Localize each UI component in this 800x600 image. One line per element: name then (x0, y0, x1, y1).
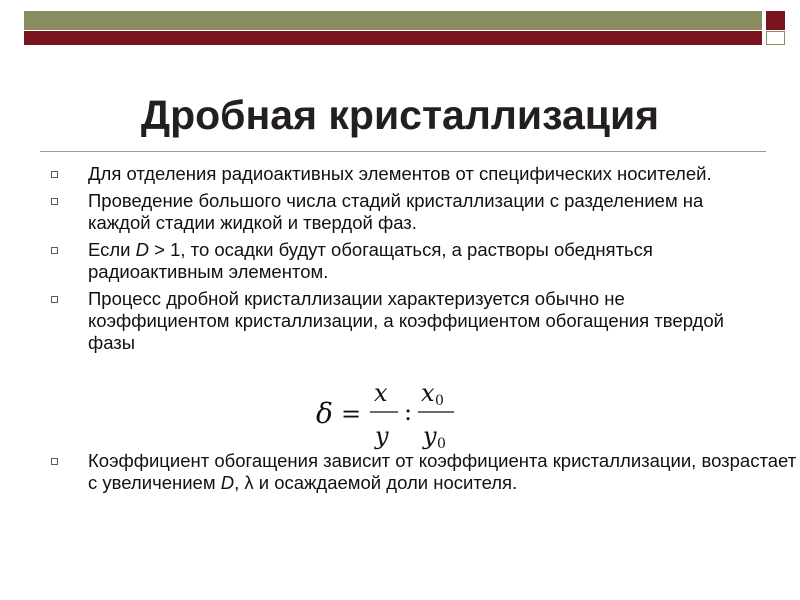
header-band-maroon (24, 31, 762, 45)
formula-frac1-num: x (374, 379, 388, 407)
formula-frac2-num-sub: 0 (435, 393, 444, 409)
formula-delta: δ (316, 397, 333, 430)
bullet-item-1 (50, 163, 760, 185)
bullet-item-2 (50, 190, 760, 234)
formula-frac2-num: x (421, 379, 435, 407)
corner-square-maroon (766, 11, 785, 30)
bullet-text: Для отделения радиоактивных элементов от специфических носителей. (88, 163, 712, 184)
bullet-text: Если D > 1, то осадки будут обогащаться, а растворы обедняться радиоактивным элементом. (88, 239, 653, 282)
variable-d: D (135, 239, 150, 260)
bullet-text: Коэффициент обогащения зависит от коэффициента кристаллизации, возрастает с увеличением D, λ и осаждаемой доли носителя. (88, 450, 797, 493)
formula-colon: : (404, 398, 413, 426)
bullet-item-3 (50, 239, 760, 283)
bullet-square-icon (51, 171, 58, 178)
title-divider (40, 151, 766, 152)
bullet-square-icon (51, 247, 58, 254)
bullet-square-icon (51, 296, 58, 303)
slide-title: Дробная кристаллизация (140, 92, 660, 138)
enrichment-formula (314, 374, 464, 456)
formula-frac2-den: y (423, 422, 437, 450)
corner-square-outline (766, 31, 785, 45)
formula-frac2-den-sub: 0 (437, 436, 446, 452)
bullet-item-5 (50, 450, 798, 494)
bullet-text: Процесс дробной кристаллизации характеризуется обычно не коэффициентом кристаллизации, а коэффициентом обогащения твердой фазы (88, 288, 724, 353)
bullet-item-4 (50, 288, 760, 354)
bullet-square-icon (51, 198, 58, 205)
bullet-text: Проведение большого числа стадий кристаллизации с разделением на каждой стадии жидкой и твердой фаз. (88, 190, 704, 233)
header-band-olive (24, 11, 762, 30)
formula-frac1-den: y (375, 422, 389, 450)
formula-equals: = (341, 400, 362, 428)
variable-d: D (220, 472, 235, 493)
bullet-list (50, 163, 797, 493)
bullet-square-icon (51, 458, 58, 465)
